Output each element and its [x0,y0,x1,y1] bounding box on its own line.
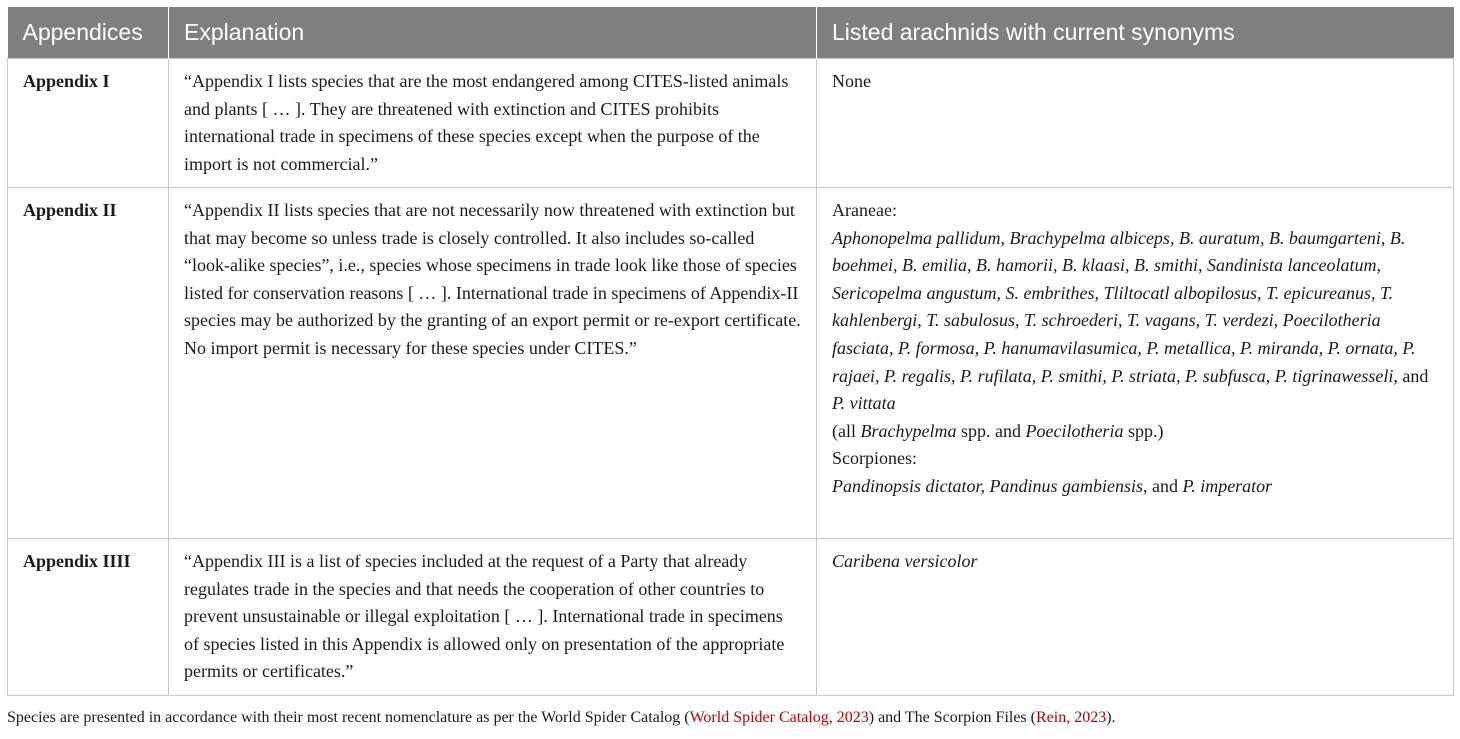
header-explanation: Explanation [169,7,817,59]
table-header-row [8,7,1454,59]
araneae-label: Araneae: [832,200,897,220]
appendix-name: Appendix I [8,59,169,188]
listed-arachnids: Caribena versicolor [817,539,1454,696]
table-row [8,59,1454,188]
appendix-explanation: “Appendix I lists species that are the most endangered among CITES-listed animals and plants [ … ]. They are threatened with extinction and CITES prohibits international trade in specimens of these species except when the purpose of the import is not commercial.” [169,59,817,188]
table-row [8,539,1454,696]
world-spider-catalog-link[interactable]: World Spider Catalog, 2023 [689,709,869,726]
araneae-species-list: Aphonopelma pallidum, Brachypelma albiceps, B. auratum, B. baumgarteni, B. boehmei, B. emilia, B. hamorii, B. klaasi, B. smithi, Sandinista lanceolatum, Sericopelma angustum, S. embrithes, Tliltocatl albopilosus, T. epicureanus, T. kahlenbergi, T. sabulosus, T. schroederi, T. vagans, T. verdezi, Poecilotheria fasciata, P. formosa, P. hanumavilasumica, P. metallica, P. miranda, P. ornata, P. rajaei, P. regalis, P. rufilata, P. smithi, P. striata, P. subfusca, P. tigrinawesseli, and P. vittata [832,227,1429,414]
listed-arachnids [817,188,1454,539]
scorpiones-label: Scorpiones: [832,448,917,469]
appendix-name: Appendix IIII [8,539,169,696]
header-appendices: Appendices [8,7,169,59]
header-listed-arachnids: Listed arachnids with current synonyms [817,7,1454,59]
rein-2023-link[interactable]: Rein, 2023 [1035,709,1107,726]
scorpiones-species-list: Pandinopsis dictator, Pandinus gambiensis, and P. imperator [832,475,1273,496]
table-footnote: Species are presented in accordance with their most recent nomenclature as per the World Spider Catalog (World Spider Catalog, 2023) and The Scorpion Files (Rein, 2023). [7,709,1116,726]
appendix-explanation: “Appendix III is a list of species included at the request of a Party that already regulates trade in the species and that needs the cooperation of other countries to prevent unsustainable or illegal exploitation [ … ]. International trade in specimens of species listed in this Appendix is allowed only on presentation of the appropriate permits or certificates.” [169,539,817,696]
table-row [8,188,1454,539]
listed-arachnids: None [817,59,1454,188]
genus-note: (all Brachypelma spp. and Poecilotheria spp.) [832,420,1164,441]
cites-appendices-table [7,7,1454,696]
appendix-name: Appendix II [8,188,169,539]
appendix-explanation: “Appendix II lists species that are not necessarily now threatened with extinction but that may become so unless trade is closely controlled. It also includes so-called “look-alike species”, i.e., species whose specimens in trade look like those of species listed for conservation reasons [ … ]. International trade in specimens of Appendix-II species may be authorized by the granting of an export permit or re-export certificate. No import permit is necessary for these species under CITES.” [169,188,817,539]
